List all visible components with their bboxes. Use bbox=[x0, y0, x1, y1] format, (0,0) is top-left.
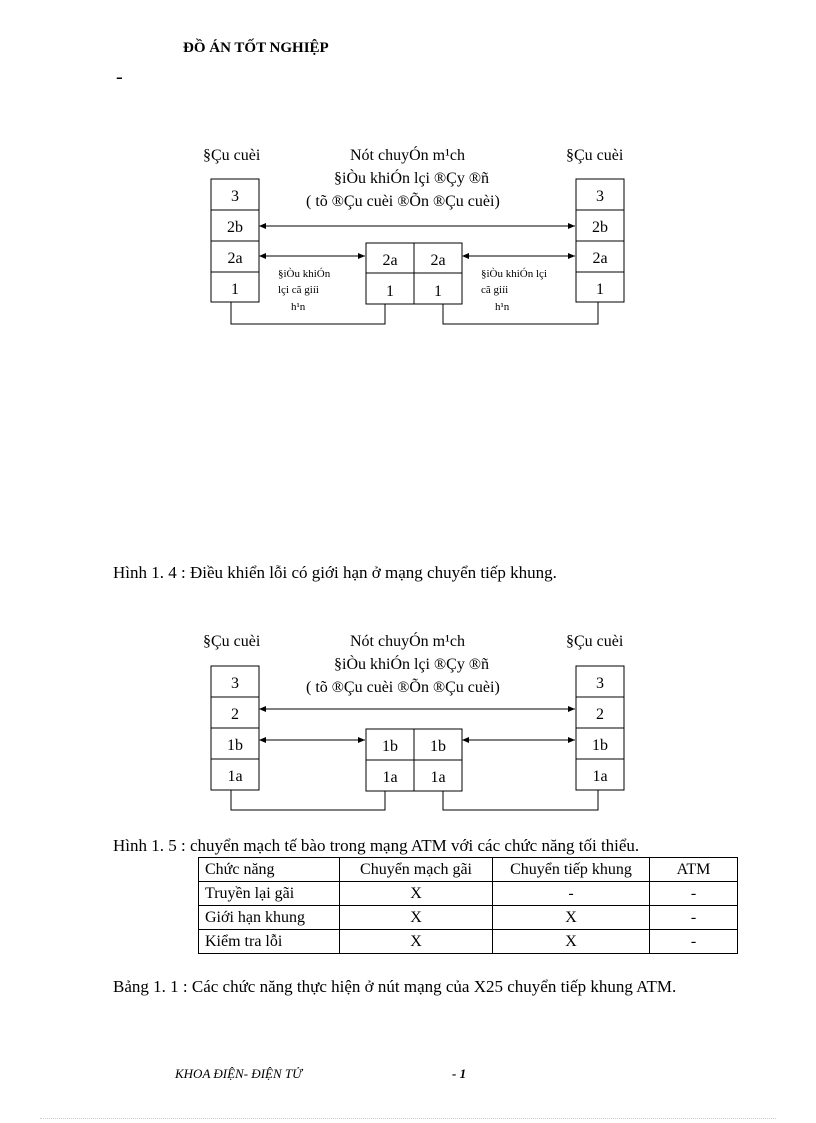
table-cell: Truyền lại gãi bbox=[199, 882, 340, 906]
left-stack-cell: 1a bbox=[227, 768, 243, 785]
left-physical-link bbox=[231, 790, 385, 810]
table-cell: Kiểm tra lỗi bbox=[199, 930, 340, 954]
left-stack-cell: 1 bbox=[231, 281, 239, 298]
table-header-cell: ATM bbox=[650, 858, 738, 882]
right-stack-cell: 2 bbox=[596, 706, 604, 723]
left-hop-note: §iÒu khiÓn bbox=[278, 268, 331, 280]
end-label-left: §Çu cuèi bbox=[203, 633, 261, 650]
switch-cell: 1 bbox=[434, 283, 442, 300]
left-stack-cell: 2a bbox=[227, 250, 243, 267]
end-label-right: §Çu cuèi bbox=[566, 633, 624, 650]
switch-scope: ( tõ ®Çu cuèi ®Õn ®Çu cuèi) bbox=[306, 679, 500, 696]
switch-node bbox=[366, 729, 462, 791]
switch-title: Nót chuyÓn m¹ch bbox=[350, 633, 465, 650]
figure-1-diagram bbox=[0, 135, 816, 335]
figure-2-caption: Hình 1. 5 : chuyển mạch tế bào trong mạng ATM với các chức năng tối thiểu. bbox=[113, 836, 640, 855]
switch-subtitle: §iÒu khiÓn lçi ®Çy ®ñ bbox=[334, 170, 489, 187]
table-header-cell: Chuyển mạch gãi bbox=[340, 858, 493, 882]
figure-1-caption: Hình 1. 4 : Điều khiển lỗi có giới hạn ở mạng chuyển tiếp khung. bbox=[113, 563, 557, 582]
switch-cell: 2a bbox=[382, 252, 398, 269]
right-stack-cell: 1a bbox=[592, 768, 608, 785]
right-stack-cell: 1 bbox=[596, 281, 604, 298]
left-stack-cell: 3 bbox=[231, 675, 239, 692]
switch-cell: 1b bbox=[382, 738, 398, 755]
table-cell: X bbox=[493, 906, 650, 930]
table-cell: - bbox=[493, 882, 650, 906]
switch-cell: 1a bbox=[430, 769, 446, 786]
left-stack-cell: 3 bbox=[231, 188, 239, 205]
left-stack-cell: 1b bbox=[227, 737, 243, 754]
end-label-right: §Çu cuèi bbox=[566, 147, 624, 164]
switch-node bbox=[366, 243, 462, 304]
table-cell: X bbox=[340, 882, 493, 906]
switch-cell: 2a bbox=[430, 252, 446, 269]
table-header-cell: Chuyển tiếp khung bbox=[493, 858, 650, 882]
right-hop-note: cã giíi bbox=[481, 284, 509, 296]
table-cell: X bbox=[340, 930, 493, 954]
table-row bbox=[199, 930, 738, 954]
table-row bbox=[199, 882, 738, 906]
right-stack-cell: 1b bbox=[592, 737, 608, 754]
table-header-row bbox=[199, 858, 738, 882]
right-hop-note: h¹n bbox=[495, 301, 510, 313]
footer-department: KHOA ĐIỆN- ĐIỆN TỬ bbox=[175, 1066, 302, 1081]
left-stack-cell: 2 bbox=[231, 706, 239, 723]
footer-rule bbox=[40, 1118, 776, 1119]
table-cell: X bbox=[493, 930, 650, 954]
left-hop-note: lçi cã giíi bbox=[278, 284, 319, 296]
figure-2-diagram bbox=[0, 621, 816, 821]
table-cell: Giới hạn khung bbox=[199, 906, 340, 930]
functions-table bbox=[198, 857, 738, 954]
right-hop-note: §iÒu khiÓn lçi bbox=[481, 268, 547, 280]
switch-cell: 1a bbox=[382, 769, 398, 786]
table-cell: X bbox=[340, 906, 493, 930]
end-label-left: §Çu cuèi bbox=[203, 147, 261, 164]
switch-cell: 1 bbox=[386, 283, 394, 300]
right-stack-cell: 2b bbox=[592, 219, 608, 236]
header-dash: - bbox=[116, 66, 123, 88]
right-physical-link bbox=[443, 790, 598, 810]
left-stack-cell: 2b bbox=[227, 219, 243, 236]
table-row bbox=[199, 906, 738, 930]
right-stack-cell: 3 bbox=[596, 188, 604, 205]
left-hop-note: h¹n bbox=[291, 301, 306, 313]
table-cell: - bbox=[650, 930, 738, 954]
table-header-cell: Chức năng bbox=[199, 858, 340, 882]
right-physical-link bbox=[443, 302, 598, 324]
switch-cell: 1b bbox=[430, 738, 446, 755]
table-cell: - bbox=[650, 882, 738, 906]
table-caption: Bảng 1. 1 : Các chức năng thực hiện ở nút mạng của X25 chuyển tiếp khung ATM. bbox=[113, 977, 677, 996]
page-header-title: ĐỒ ÁN TỐT NGHIỆP bbox=[183, 40, 329, 56]
switch-subtitle: §iÒu khiÓn lçi ®Çy ®ñ bbox=[334, 656, 489, 673]
table-cell: - bbox=[650, 906, 738, 930]
footer-page-number: - 1 bbox=[452, 1066, 467, 1081]
right-stack-cell: 3 bbox=[596, 675, 604, 692]
switch-title: Nót chuyÓn m¹ch bbox=[350, 147, 465, 164]
right-stack-cell: 2a bbox=[592, 250, 608, 267]
left-physical-link bbox=[231, 302, 385, 324]
switch-scope: ( tõ ®Çu cuèi ®Õn ®Çu cuèi) bbox=[306, 193, 500, 210]
